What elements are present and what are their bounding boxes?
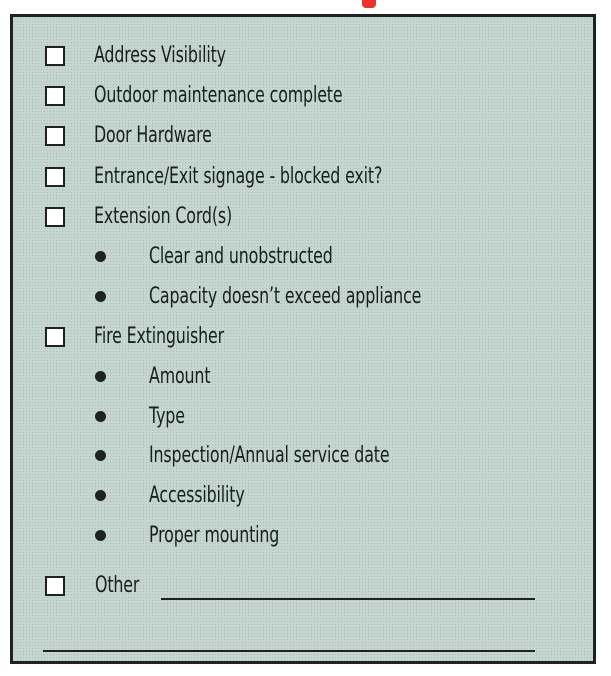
bullet-icon (95, 490, 106, 501)
item-label-door-hardware: Door Hardware (94, 123, 212, 148)
item-label-address-visibility: Address Visibility (94, 43, 226, 68)
checkbox-fire-extinguisher[interactable] (45, 327, 65, 347)
extra-fill-in-line[interactable] (43, 650, 535, 652)
bullet-icon (95, 411, 106, 422)
item-label-entrance-exit-signage: Entrance/Exit signage - blocked exit? (94, 164, 383, 189)
red-accent-mark (362, 0, 376, 8)
checkbox-outdoor-maintenance[interactable] (45, 86, 65, 106)
item-label-fire-extinguisher: Fire Extinguisher (94, 324, 224, 349)
bullet-icon (95, 530, 106, 541)
sub-item-label: Capacity doesn’t exceed appliance (149, 284, 422, 309)
checkbox-door-hardware[interactable] (45, 126, 65, 146)
item-label-extension-cords: Extension Cord(s) (94, 204, 233, 229)
sub-item-label: Clear and unobstructed (149, 244, 333, 269)
item-label-other: Other (95, 573, 140, 598)
other-fill-in-line[interactable] (161, 598, 535, 600)
sub-item-label: Accessibility (149, 483, 245, 508)
checkbox-other[interactable] (45, 576, 65, 596)
checkbox-extension-cords[interactable] (45, 207, 65, 227)
checkbox-address-visibility[interactable] (45, 46, 65, 66)
sub-item-label: Proper mounting (149, 523, 280, 548)
sub-item-label: Amount (149, 364, 211, 389)
sub-item-label: Type (149, 404, 185, 429)
checkbox-entrance-exit-signage[interactable] (45, 167, 65, 187)
checklist-panel (10, 14, 596, 664)
sub-item-label: Inspection/Annual service date (149, 443, 390, 468)
bullet-icon (95, 371, 106, 382)
bullet-icon (95, 291, 106, 302)
item-label-outdoor-maintenance: Outdoor maintenance complete (94, 83, 343, 108)
bullet-icon (95, 450, 106, 461)
bullet-icon (95, 251, 106, 262)
